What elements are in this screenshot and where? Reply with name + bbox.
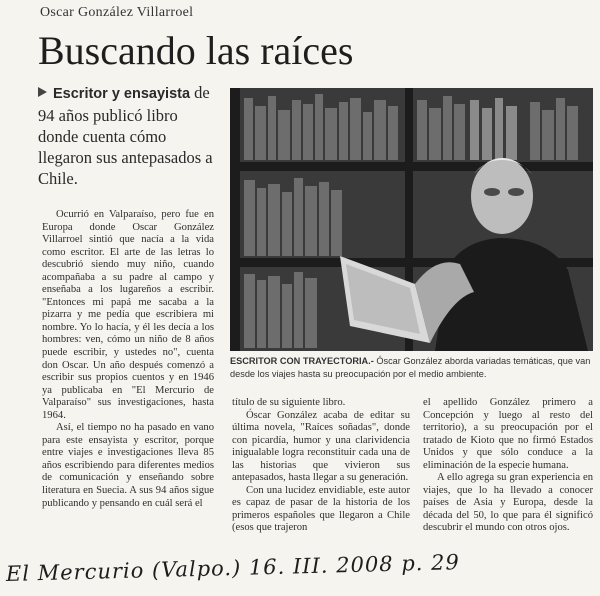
- article-title: Buscando las raíces: [38, 28, 354, 73]
- article-column-1: [42, 209, 214, 510]
- bookshelf-portrait-illustration: [230, 88, 593, 351]
- paragraph: Así, el tiempo no ha pasado en vano para este ensayista y escritor, porque entre viajes e investigaciones lleva 85 años escribiendo para diferentes medios de comunicación y enseñando sobre literatura en Suecia. A sus 94 años sigue publicando y pensando en cuál será el: [42, 422, 214, 509]
- paragraph: Óscar González acaba de editar su última novela, "Raíces soñadas", donde con picardía, humor y una clarividencia inigualable logra reconstituir cada una de las historias que vivieron sus antepasados, hasta llegar a su generación.: [232, 409, 410, 484]
- paragraph: el apellido González primero a Concepción y luego al resto del territorio), a su preocupación por el tratado de Kioto que no firmó Estados Unidos y que sólo conduce a la eliminación de la especie humana.: [423, 397, 593, 471]
- paragraph: título de su siguiente libro.: [232, 397, 346, 408]
- triangle-bullet-icon: [38, 87, 47, 97]
- article-column-3: [423, 397, 593, 535]
- paragraph: Con una lucidez envidiable, este autor es capaz de pasar de la historia de los primeros españoles que llegaron a Chile (esos que trajeron: [232, 484, 410, 534]
- deck-rest: de 94 años publicó libro donde cuenta cómo llegaron sus antepasados a Chile.: [38, 83, 213, 188]
- caption-text: Óscar González aborda variadas temáticas, que van desde los viajes hasta su preocupación por el medio ambiente.: [230, 356, 591, 379]
- article-deck: [38, 82, 213, 189]
- author-photo: [230, 88, 593, 351]
- photo-caption: [230, 355, 595, 381]
- paragraph: Ocurrió en Valparaíso, pero fue en Europa donde Oscar González Villarroel sintió que nacía a la vida como escritor. El arte de las letras lo descubrió siendo muy niño, cuando acompañaba a su padre al campo y enseñaba a los lugareños a escribir. "Entonces mi papá me sacaba a la pizarra y me pedía que escribiera mi nombre. Yo lo hacía, y él les decía a los hombres: ven, cómo un niño de 8 años puede escribir, y ustedes no", cuenta don Oscar. Un año después comenzó a escribir sus propios cuentos y en 1946 ya publicaba en "El Mercurio de Valparaíso" sus investigaciones, hasta 1964.: [42, 209, 214, 421]
- paragraph: A ello agrega su gran experiencia en viajes, que lo ha llevado a conocer países de Asia y Europa, desde la década del 50, lo que para él significó descubrir el mundo con otros ojos.: [423, 472, 593, 534]
- article-column-2: [232, 397, 410, 535]
- caption-heading: ESCRITOR CON TRAYECTORIA.-: [230, 356, 374, 366]
- author-byline: Oscar González Villarroel: [40, 5, 194, 20]
- deck-lead: Escritor y ensayista: [53, 86, 191, 102]
- handwritten-source-note: El Mercurio (Valpo.) 16. III. 2008 p. 29: [5, 550, 461, 586]
